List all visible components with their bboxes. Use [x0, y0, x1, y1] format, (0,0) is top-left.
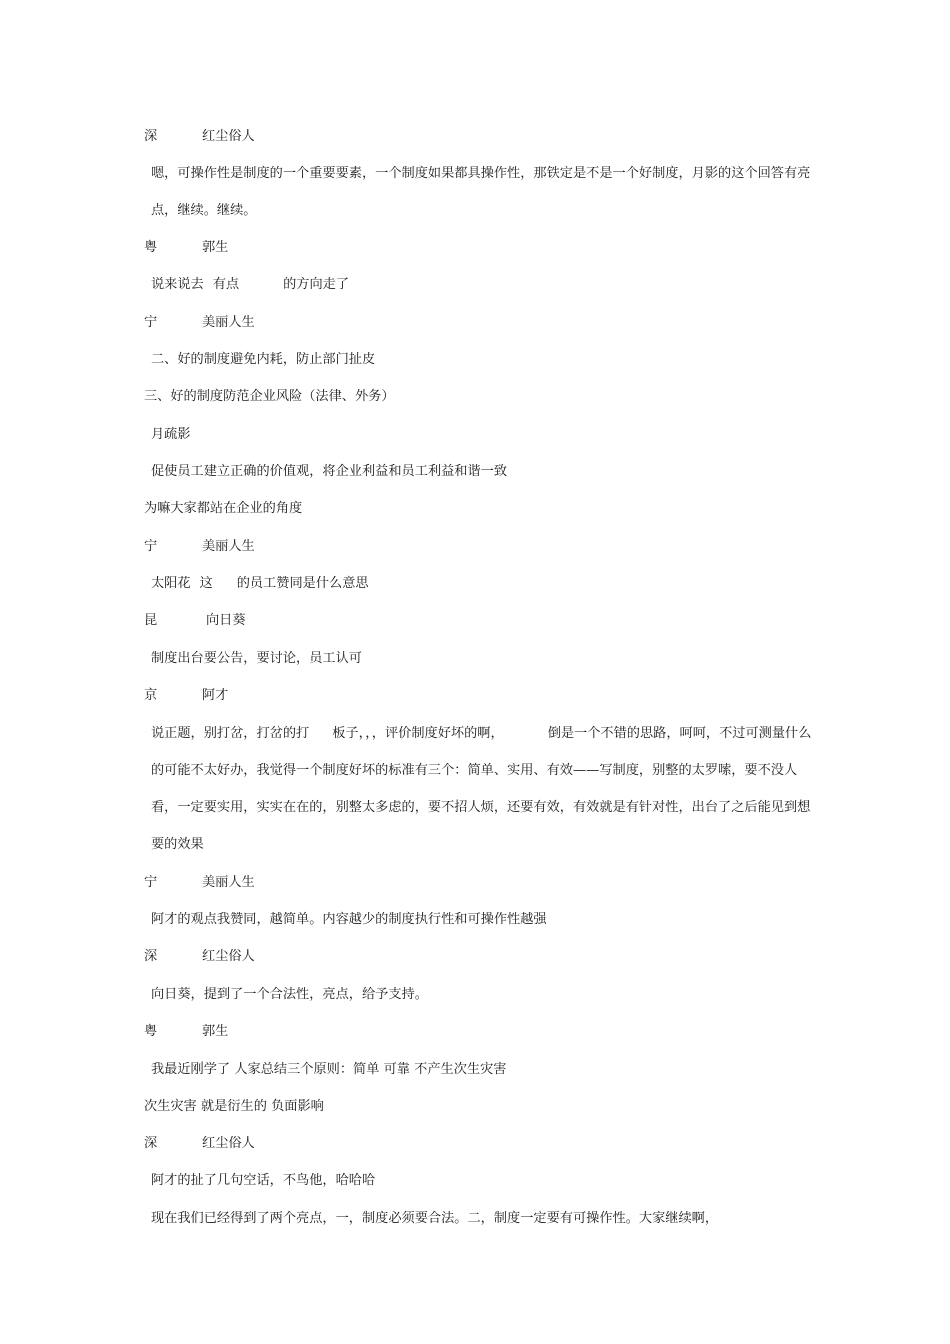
speaker-name: 红尘俗人	[202, 129, 255, 144]
message-fragment: 的员工赞同是什么意思	[236, 576, 369, 591]
message-text: 阿才的扯了几句空话，不鸟他，哈哈哈	[151, 1173, 376, 1188]
message-fragment: 说来说去	[151, 277, 204, 292]
message-fragment: 这	[199, 576, 213, 591]
speaker-name: 红尘俗人	[202, 1136, 255, 1151]
speaker-region: 京	[144, 688, 158, 703]
message-text: 次生灾害 就是衍生的 负面影响	[144, 1099, 324, 1114]
speaker-line	[144, 1135, 255, 1153]
message-text: 月疏影	[151, 427, 191, 442]
speaker-line	[144, 948, 255, 966]
speaker-line	[144, 239, 228, 257]
message-fragment: 板子，，，评价制度好坏的啊，	[332, 726, 504, 741]
message-fragment: 说正题，别打岔，打岔的打	[151, 726, 310, 741]
message-text	[151, 276, 349, 294]
message-text: 制度出台要公告，要讨论，员工认可	[151, 651, 362, 666]
speaker-name: 美丽人生	[202, 875, 255, 890]
speaker-line	[144, 1023, 228, 1041]
speaker-line	[144, 538, 255, 556]
message-text: 为嘛大家都站在企业的角度	[144, 501, 303, 516]
message-fragment: 的方向走了	[283, 277, 350, 292]
message-text: 现在我们已经得到了两个亮点，一，制度必须要合法。二，制度一定要有可操作性。大家继续啊，	[151, 1211, 719, 1226]
message-text: 向日葵，提到了一个合法性，亮点，给予支持。	[151, 987, 428, 1002]
speaker-region: 深	[144, 129, 158, 144]
speaker-line	[144, 874, 255, 892]
message-text: 阿才的观点我赞同，越简单。内容越少的制度执行性和可操作性越强	[151, 912, 547, 927]
message-text: 促使员工建立正确的价值观，将企业利益和员工利益和谐一致	[151, 464, 508, 479]
message-fragment: 有点	[212, 277, 240, 292]
message-text: 我最近刚学了 人家总结三个原则：简单 可靠 不产生次生灾害	[151, 1062, 507, 1077]
speaker-region: 粤	[144, 240, 158, 255]
message-fragment: 倒是一个不错的思路，呵呵，不过可测量什么的可能不太好办，我觉得一个制度好坏的标准有三个：简单、实用、有效——写制度，别整的太罗嗦，要不没人看，一定要实用，实实在在的，别整太多虑的，要不招人烦，还要有效，有效就是有针对性，出台了之后能见到想要的效果	[151, 726, 812, 852]
speaker-name: 郭生	[202, 240, 229, 255]
speaker-name: 美丽人生	[202, 539, 255, 554]
message-text: 三、好的制度防范企业风险（法律、外务）	[144, 389, 395, 404]
speaker-region: 宁	[144, 539, 158, 554]
speaker-name: 向日葵	[206, 613, 246, 628]
speaker-name: 郭生	[202, 1024, 229, 1039]
message-text: 嗯，可操作性是制度的一个重要要素，一个制度如果都具操作性，那铁定是不是一个好制度，月影的这个回答有亮点，继续。继续。	[151, 166, 811, 218]
speaker-line	[144, 314, 255, 332]
message-fragment: 太阳花	[151, 576, 191, 591]
speaker-region: 深	[144, 1136, 158, 1151]
message-text: 二、好的制度避免内耗，防止部门扯皮	[151, 352, 376, 367]
speaker-line	[144, 687, 228, 705]
speaker-region: 昆	[144, 613, 158, 628]
speaker-line	[144, 128, 255, 146]
speaker-region: 宁	[144, 315, 158, 330]
speaker-region: 宁	[144, 875, 158, 890]
speaker-name: 美丽人生	[202, 315, 255, 330]
speaker-name: 阿才	[202, 688, 229, 703]
speaker-region: 深	[144, 949, 158, 964]
speaker-name: 红尘俗人	[202, 949, 255, 964]
message-text	[151, 715, 823, 863]
speaker-region: 粤	[144, 1024, 158, 1039]
message-text	[151, 575, 369, 593]
speaker-line	[144, 612, 246, 630]
